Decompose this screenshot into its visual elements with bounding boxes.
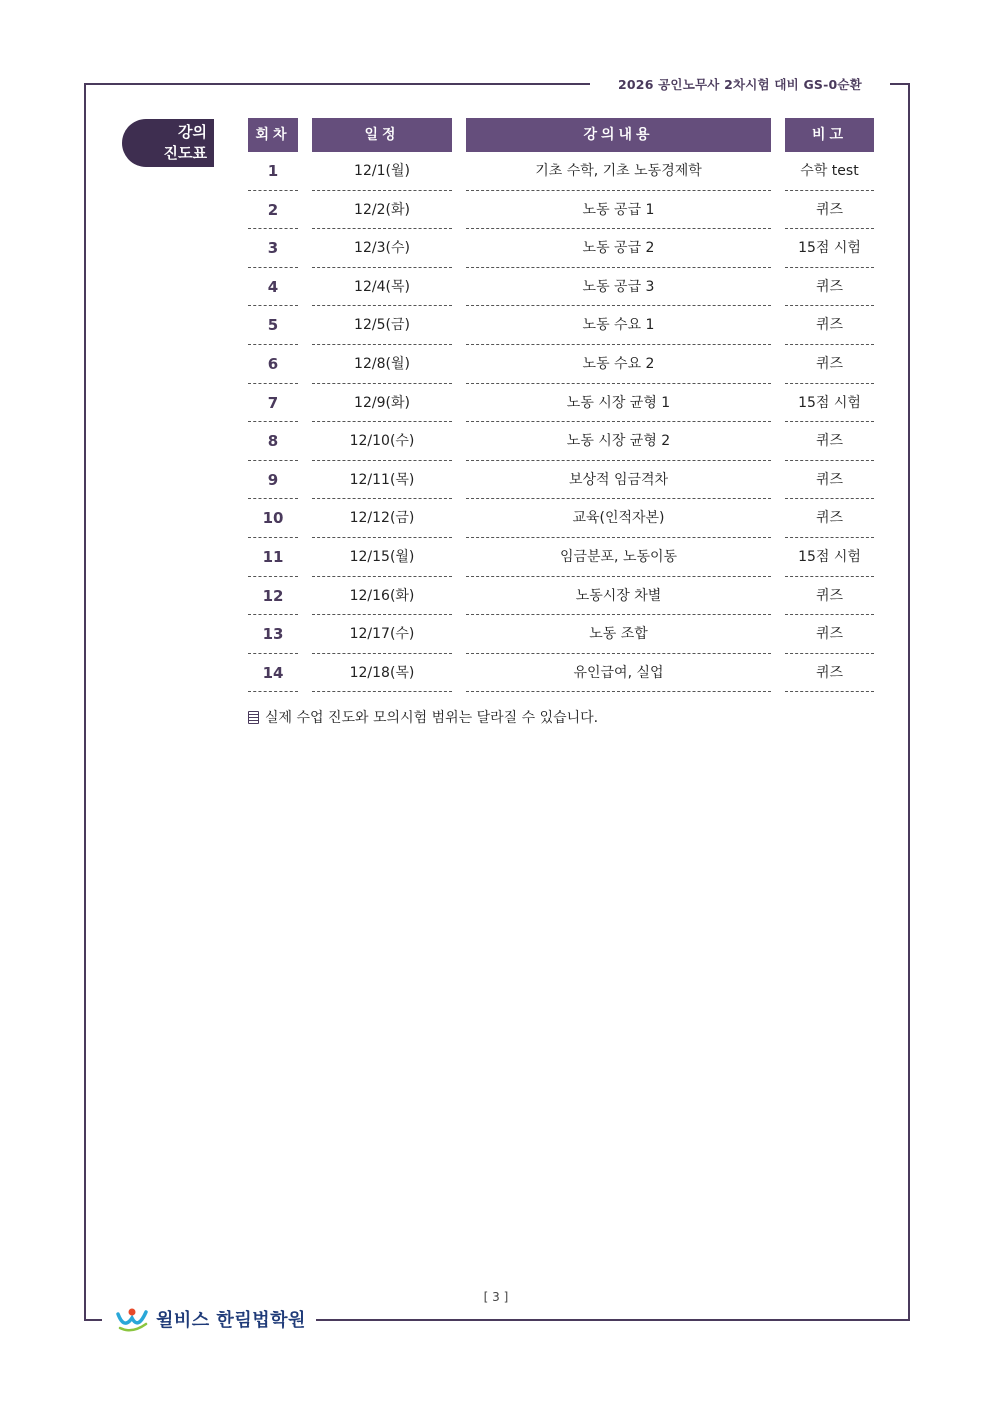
session-remark: 수학 test xyxy=(785,152,874,191)
page-number: [ 3 ] xyxy=(483,1290,509,1304)
lecture-content: 노동시장 차별 xyxy=(466,577,771,616)
session-date: 12/10(수) xyxy=(312,422,452,461)
session-remark: 퀴즈 xyxy=(785,422,874,461)
footer-logo xyxy=(116,1306,306,1332)
session-date: 12/18(목) xyxy=(312,654,452,693)
frame-top-border xyxy=(84,83,590,85)
willbes-logo-icon xyxy=(116,1306,150,1332)
session-date: 12/5(금) xyxy=(312,306,452,345)
session-remark: 퀴즈 xyxy=(785,615,874,654)
session-remark: 퀴즈 xyxy=(785,306,874,345)
session-number: 13 xyxy=(248,615,298,654)
session-date: 12/16(화) xyxy=(312,577,452,616)
lecture-content: 노동 공급 3 xyxy=(466,268,771,307)
frame-bottom-border-start xyxy=(84,1319,102,1321)
session-number: 5 xyxy=(248,306,298,345)
session-date: 12/9(화) xyxy=(312,384,452,423)
content-column xyxy=(466,118,771,692)
lecture-content: 노동 수요 1 xyxy=(466,306,771,345)
session-remark: 퀴즈 xyxy=(785,268,874,307)
remark-column xyxy=(785,118,874,692)
session-date: 12/15(월) xyxy=(312,538,452,577)
section-tab-line1: 강의 xyxy=(178,123,207,141)
note-text: 실제 수업 진도와 모의시험 범위는 달라질 수 있습니다. xyxy=(265,710,599,726)
date-header: 일정 xyxy=(312,118,452,152)
session-date: 12/3(수) xyxy=(312,229,452,268)
content-header: 강의내용 xyxy=(466,118,771,152)
session-column xyxy=(248,118,298,692)
session-date: 12/4(목) xyxy=(312,268,452,307)
session-number: 2 xyxy=(248,191,298,230)
lecture-content: 노동 공급 1 xyxy=(466,191,771,230)
session-remark: 15점 시험 xyxy=(785,538,874,577)
session-remark: 퀴즈 xyxy=(785,577,874,616)
frame-top-border-end xyxy=(890,83,910,85)
session-number: 10 xyxy=(248,499,298,538)
lecture-content: 노동 조합 xyxy=(466,615,771,654)
session-number: 6 xyxy=(248,345,298,384)
session-remark: 퀴즈 xyxy=(785,499,874,538)
lecture-content: 노동 시장 균형 1 xyxy=(466,384,771,423)
frame-left-border xyxy=(84,83,86,1320)
session-number: 3 xyxy=(248,229,298,268)
lecture-content: 노동 공급 2 xyxy=(466,229,771,268)
session-remark: 15점 시험 xyxy=(785,229,874,268)
section-tab-line2: 진도표 xyxy=(163,144,207,162)
session-remark: 퀴즈 xyxy=(785,345,874,384)
remark-header: 비고 xyxy=(785,118,874,152)
session-date: 12/12(금) xyxy=(312,499,452,538)
lecture-content: 임금분포, 노동이동 xyxy=(466,538,771,577)
session-number: 4 xyxy=(248,268,298,307)
session-header: 회차 xyxy=(248,118,298,152)
session-date: 12/17(수) xyxy=(312,615,452,654)
logo-text: 윌비스 한림법학원 xyxy=(156,1310,306,1331)
date-column xyxy=(312,118,452,692)
lecture-content: 기초 수학, 기초 노동경제학 xyxy=(466,152,771,191)
section-tab xyxy=(122,119,214,167)
session-number: 1 xyxy=(248,152,298,191)
session-number: 14 xyxy=(248,654,298,693)
lecture-content: 유인급여, 실업 xyxy=(466,654,771,693)
session-remark: 퀴즈 xyxy=(785,461,874,500)
session-date: 12/11(목) xyxy=(312,461,452,500)
lecture-content: 노동 수요 2 xyxy=(466,345,771,384)
session-date: 12/2(화) xyxy=(312,191,452,230)
session-number: 12 xyxy=(248,577,298,616)
session-remark: 15점 시험 xyxy=(785,384,874,423)
lecture-content: 노동 시장 균형 2 xyxy=(466,422,771,461)
frame-bottom-border xyxy=(316,1319,910,1321)
lecture-content: 교육(인적자본) xyxy=(466,499,771,538)
session-number: 7 xyxy=(248,384,298,423)
session-number: 9 xyxy=(248,461,298,500)
schedule-note xyxy=(248,707,598,727)
session-date: 12/8(월) xyxy=(312,345,452,384)
session-remark: 퀴즈 xyxy=(785,654,874,693)
lecture-content: 보상적 임금격차 xyxy=(466,461,771,500)
document-icon xyxy=(248,711,259,724)
session-number: 11 xyxy=(248,538,298,577)
page-header-title: 2026 공인노무사 2차시험 대비 GS-0순환 xyxy=(618,77,862,92)
session-number: 8 xyxy=(248,422,298,461)
frame-right-border xyxy=(908,83,910,1320)
session-remark: 퀴즈 xyxy=(785,191,874,230)
session-date: 12/1(월) xyxy=(312,152,452,191)
